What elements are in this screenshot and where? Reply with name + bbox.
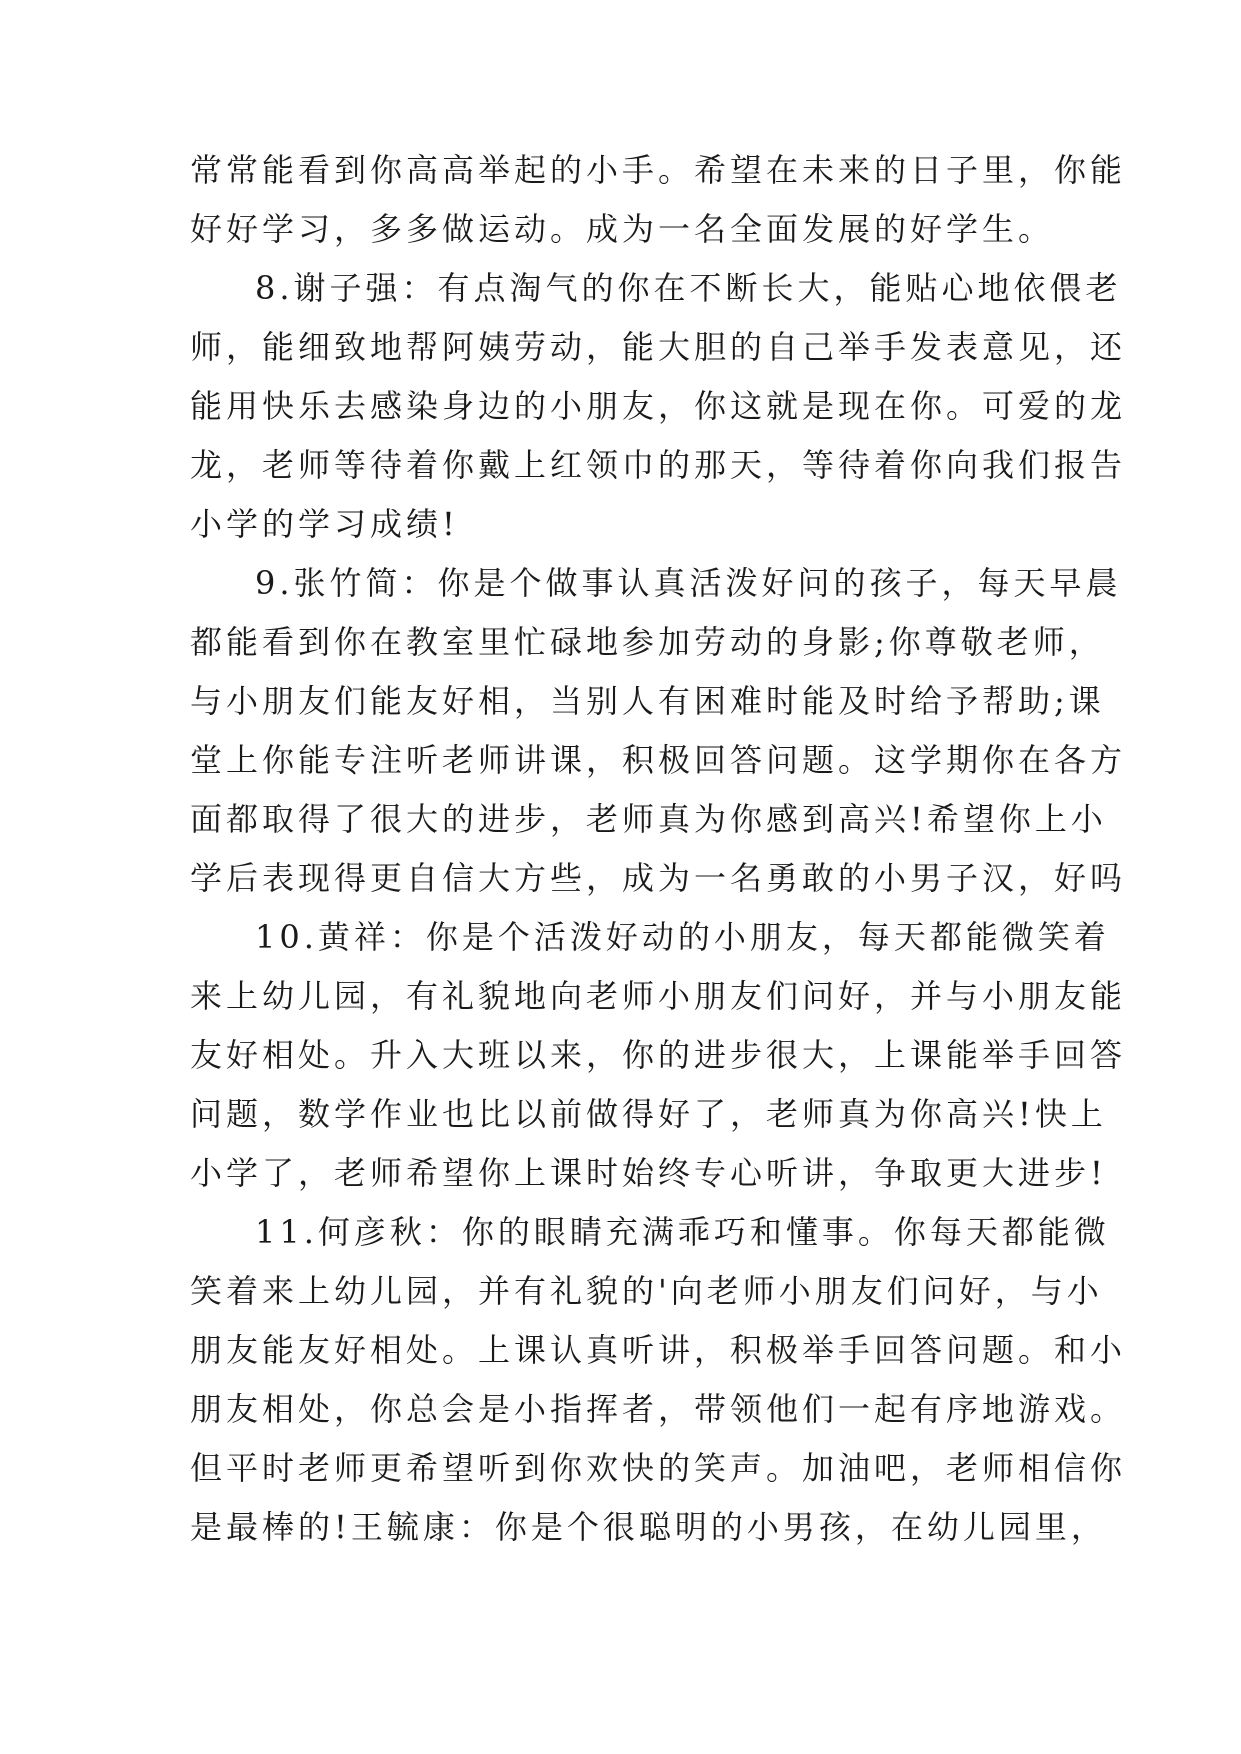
text-line-21: 朋友能友好相处。上课认真听讲，积极举手回答问题。和小 [190, 1331, 1127, 1369]
paragraph-9-first-line: 9.张竹简：你是个做事认真活泼好问的孩子，每天早晨 [255, 564, 1122, 602]
text-line-4: 师，能细致地帮阿姨劳动，能大胆的自己举手发表意见，还 [190, 328, 1127, 366]
text-line-10: 与小朋友们能友好相，当别人有困难时能及时给予帮助;课 [190, 682, 1105, 720]
text-line-23: 但平时老师更希望听到你欢快的笑声。加油吧，老师相信你 [190, 1449, 1127, 1487]
text-line-15: 来上幼儿园，有礼貌地向老师小朋友们问好，并与小朋友能 [190, 977, 1127, 1015]
text-line-6: 龙，老师等待着你戴上红领巾的那天，等待着你向我们报告 [190, 446, 1127, 484]
paragraph-10-first-line: 10.黄祥：你是个活泼好动的小朋友，每天都能微笑着 [255, 918, 1110, 956]
text-line-17: 问题，数学作业也比以前做得好了，老师真为你高兴!快上 [190, 1095, 1107, 1133]
text-line-11: 堂上你能专注听老师讲课，积极回答问题。这学期你在各方 [190, 741, 1127, 779]
text-line-7: 小学的学习成绩! [190, 505, 459, 543]
text-line-9: 都能看到你在教室里忙碌地参加劳动的身影;你尊敬老师， [190, 623, 1105, 661]
paragraph-11-first-line: 11.何彦秋：你的眼睛充满乖巧和懂事。你每天都能微 [255, 1213, 1110, 1251]
text-line-24: 是最棒的!王毓康：你是个很聪明的小男孩，在幼儿园里， [190, 1508, 1107, 1546]
text-line-18: 小学了，老师希望你上课时始终专心听讲，争取更大进步! [190, 1154, 1107, 1192]
text-line-13: 学后表现得更自信大方些，成为一名勇敢的小男子汉，好吗 [190, 859, 1127, 897]
text-line-20: 笑着来上幼儿园，并有礼貌的'向老师小朋友们问好，与小 [190, 1272, 1103, 1310]
paragraph-8-first-line: 8.谢子强：有点淘气的你在不断长大，能贴心地依偎老 [255, 269, 1122, 307]
text-line-1: 常常能看到你高高举起的小手。希望在未来的日子里，你能 [190, 151, 1127, 189]
text-line-5: 能用快乐去感染身边的小朋友，你这就是现在你。可爱的龙 [190, 387, 1127, 425]
text-line-2: 好好学习，多多做运动。成为一名全面发展的好学生。 [190, 210, 1055, 248]
text-line-12: 面都取得了很大的进步，老师真为你感到高兴!希望你上小 [190, 800, 1107, 838]
text-line-16: 友好相处。升入大班以来，你的进步很大，上课能举手回答 [190, 1036, 1127, 1074]
text-line-22: 朋友相处，你总会是小指挥者，带领他们一起有序地游戏。 [190, 1390, 1127, 1428]
